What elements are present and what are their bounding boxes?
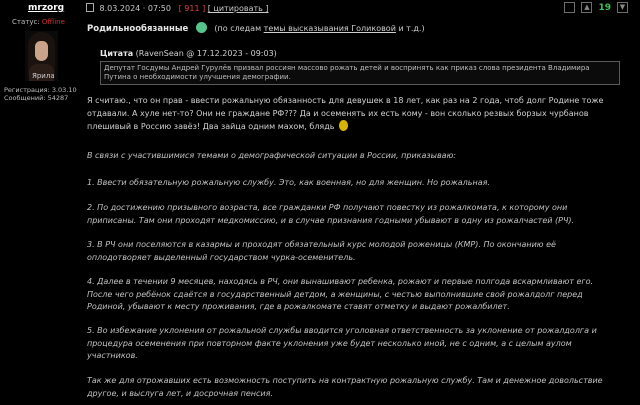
- profile-name: Ярила: [32, 72, 55, 80]
- post-paragraph: Я считаю., что он прав - ввести рожальную обязанность для девушек в 18 лет, как раз на 2 года, чтоб долг Родине тоже отдавали. А хуле нет-то? Они не граждане РФ??? Да и осеменять их есть кому - вон сколько резвых борзых чурбанов плешивый в Россию завёз! Два зайца одним махом, блядь: [87, 96, 604, 131]
- post-paragraph: 2. По достижению призывного возраста, все гражданки РФ получают повестку из рожалкомата, к которому они приписаны. Там они проходят медкомиссию, и в случае признания годными убывают в одну из рожалчастей (РЧ).: [87, 203, 575, 225]
- post-title-row: [87, 22, 627, 34]
- report-box[interactable]: [564, 2, 575, 13]
- quote-text: Депутат Госдумы Андрей Гурулёв призвал россиян массово рожать детей и воспринять как приказ слова президента Владимира Путина о необходимости улучшения демографии.: [100, 61, 620, 85]
- post-paragraph: В связи с участившимися темами о демографической ситуации в России, приказываю:: [87, 151, 456, 160]
- post-paragraph: 4. Далее в течении 9 месяцев, находясь в РЧ, они вынашивают ребенка, рожают и первые полгода вскармливают его. После чего ребёнок сдаётся в государственный детдом, а женщины, с честью выполнившие свой рожалдолг перед Родиной, убывают к месту проживания, где в рожалкомате ставят отметку и выдают рожалбилет.: [87, 277, 594, 311]
- quote-header: [100, 49, 620, 58]
- document-icon: [86, 3, 94, 12]
- smiley-icon: [196, 22, 207, 33]
- post-paragraph: Так же для отрожавших есть возможность поступить на контрактную рожальную службу. Там и денежное довольствие другое, и выслуга лет, и досрочная пенсия.: [87, 376, 603, 398]
- status-label: Статус:: [12, 18, 40, 26]
- post-title: Родильнообязанные: [87, 24, 189, 34]
- thumbs-down-icon[interactable]: ▼: [617, 2, 628, 13]
- status-value: Offline: [41, 18, 65, 26]
- quote-block: [100, 49, 620, 85]
- post-paragraph: 5. Во избежание уклонения от рожальной службы вводится уголовная ответственность за уклонение от рожалдолга и процедура осеменения при повторном факте уклонения уже будет несколько иной, не с одним, а с целым аулом участников.: [87, 326, 597, 360]
- thumbs-up-icon[interactable]: ▲: [581, 2, 592, 13]
- post-rating: 19: [598, 2, 611, 13]
- post-header: [0, 0, 640, 14]
- quote-label: Цитата: [100, 49, 134, 58]
- message-count: Сообщений: 54287: [4, 94, 69, 102]
- post-actions: [564, 2, 628, 13]
- post-paragraph: 3. В РЧ они поселяются в казармы и проходят обязательный курс молодой роженицы (КМР). По окончанию её оплодотворяет выделенный государством чурка-осеменитель.: [87, 240, 556, 262]
- post-meta: [86, 3, 269, 13]
- topic-link[interactable]: темы высказывания Голиковой: [263, 24, 396, 33]
- author-link[interactable]: mrzorg: [28, 3, 65, 13]
- author-status: [12, 18, 65, 26]
- post-subtitle: (по следам темы высказывания Голиковой и т.д.): [214, 24, 425, 33]
- post-date: 8.03.2024 · 07:50: [99, 4, 171, 13]
- registration-date: Регистрация: 3.03.10: [4, 86, 77, 94]
- post-count[interactable]: [ 911 ]: [178, 4, 206, 13]
- quote-link[interactable]: [ цитировать ]: [207, 4, 269, 13]
- post-paragraph: 1. Ввести обязательную рожальную службу. Это, как военная, но для женщин. Но рожальная.: [87, 178, 490, 187]
- lemon-icon: [339, 120, 348, 131]
- quote-source: (RavenSean @ 17.12.2023 - 09:03): [135, 49, 277, 58]
